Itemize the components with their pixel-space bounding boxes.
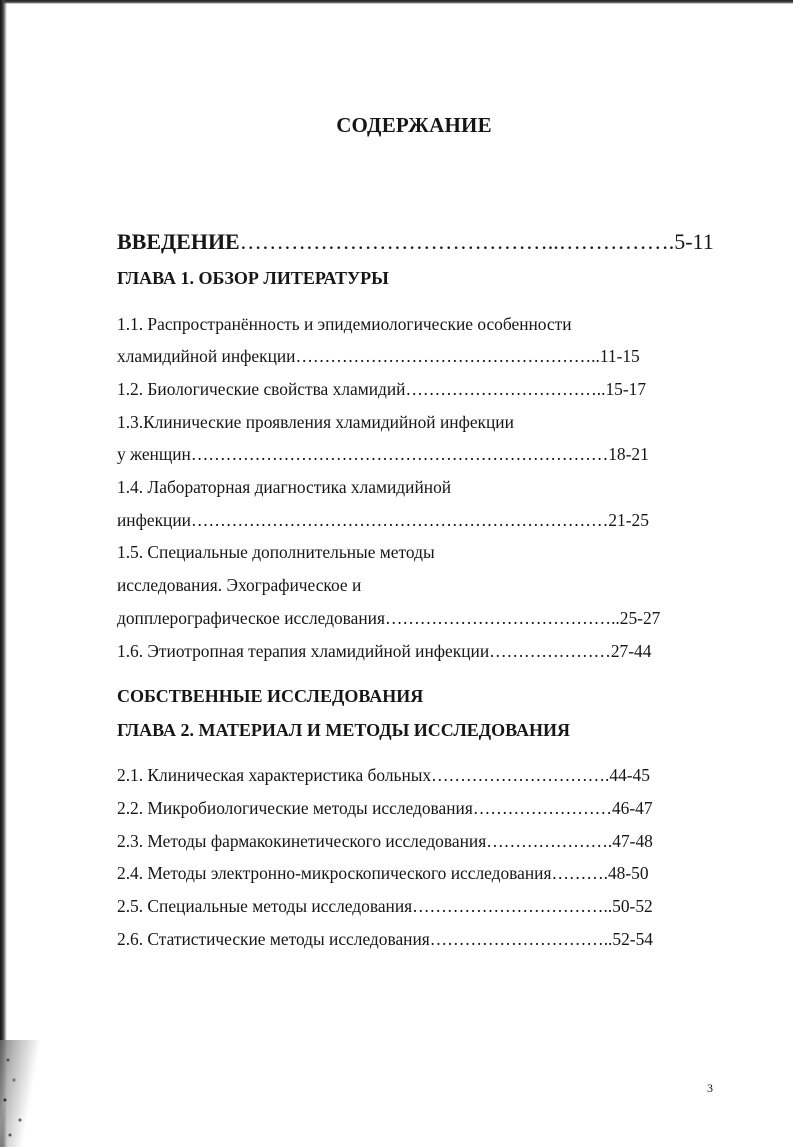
toc-line: 2.3. Методы фармакокинетического исследования………………….47-48 [117, 831, 653, 851]
toc-line: 2.6. Статистические методы исследования…………………………..52-54 [117, 929, 653, 949]
chapter2-heading: ГЛАВА 2. МАТЕРИАЛ И МЕТОДЫ ИССЛЕДОВАНИЯ [117, 720, 570, 740]
toc-line: 1.6. Этиотропная терапия хламидийной инфекции…………………27-44 [117, 641, 652, 661]
scan-left-edge [0, 0, 7, 1147]
toc-line: 1.2. Биологические свойства хламидий……………………………..15-17 [117, 379, 647, 399]
page-number: 3 [707, 1081, 713, 1095]
introduction-label: ВВЕДЕНИЕ [117, 229, 240, 254]
introduction-pages: ……………………………………..…………….5-11 [239, 229, 714, 254]
toc-line: исследования. Эхографическое и [117, 575, 362, 595]
toc-line: 2.1. Клиническая характеристика больных………………………….44-45 [117, 765, 650, 785]
scan-noise [0, 1040, 40, 1147]
page-title: СОДЕРЖАНИЕ [336, 113, 492, 137]
toc-line: 1.5. Специальные дополнительные методы [117, 542, 435, 562]
toc-line: 2.4. Методы электронно-микроскопического исследования……….48-50 [117, 863, 649, 883]
toc-line: инфекции………………………………………………………………21-25 [117, 510, 649, 530]
toc-line: 2.2. Микробиологические методы исследования……………………46-47 [117, 798, 653, 818]
toc-line: 1.1. Распространённость и эпидемиологические особенности [117, 314, 572, 334]
scan-top-edge [0, 0, 793, 4]
chapter1-heading: ГЛАВА 1. ОБЗОР ЛИТЕРАТУРЫ [117, 268, 389, 288]
toc-line: 2.5. Специальные методы исследования……………………………..50-52 [117, 896, 653, 916]
toc-line: 1.3.Клинические проявления хламидийной инфекции [117, 412, 514, 432]
toc-entry-introduction [117, 227, 714, 257]
toc-line: хламидийной инфекции……………………………………………..11-15 [117, 346, 640, 366]
toc-line: у женщин………………………………………………………………18-21 [117, 444, 649, 464]
toc-line: допплерографическое исследования…………………………………..25-27 [117, 608, 661, 628]
own-research-heading: СОБСТВЕННЫЕ ИССЛЕДОВАНИЯ [117, 686, 424, 706]
toc-line: 1.4. Лабораторная диагностика хламидийной [117, 477, 452, 497]
